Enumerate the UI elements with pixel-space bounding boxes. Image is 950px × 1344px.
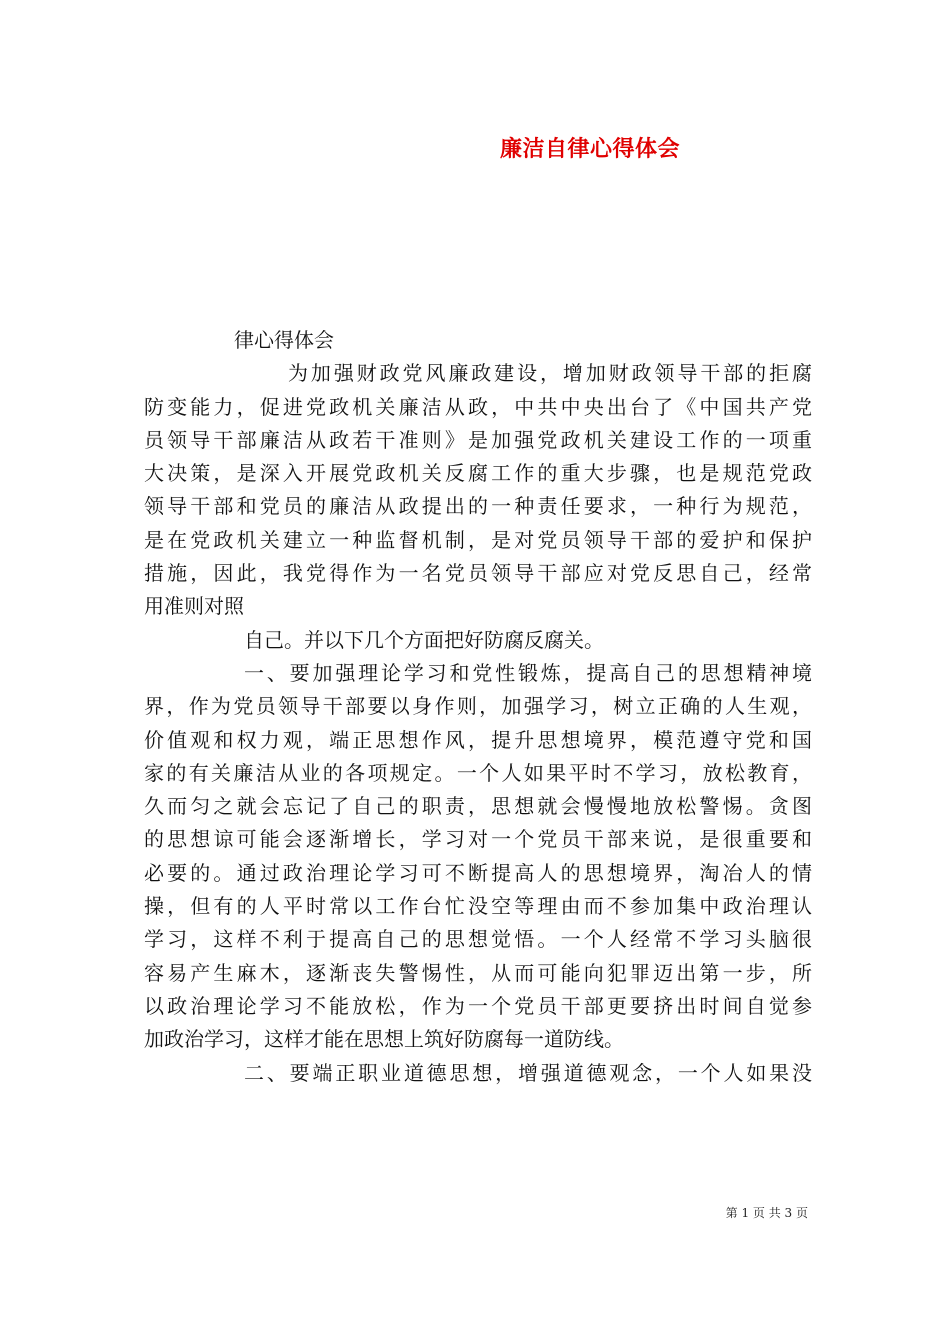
text-line: 律心得体会 (234, 328, 334, 352)
text-line: 大决策，是深入开展党政机关反腐工作的重大步骤，也是规范党政 (144, 461, 812, 486)
text-line: 自己。并以下几个方面把好防腐反腐关。 (244, 627, 604, 652)
text-line: 措施，因此，我党得作为一名党员领导干部应对党反思自己，经常 (144, 561, 812, 586)
text-line: 容易产生麻木，逐渐丧失警惕性，从而可能向犯罪迈出第一步，所 (144, 960, 812, 985)
text-line: 久而匀之就会忘记了自己的职责，思想就会慢慢地放松警惕。贪图 (144, 794, 812, 819)
text-line: 学习，这样不利于提高自己的思想觉悟。一个人经常不学习头脑很 (144, 927, 812, 952)
text-line: 价值观和权力观，端正思想作风，提升思想境界，模范遵守党和国 (144, 727, 812, 752)
text-line: 员领导干部廉洁从政若干准则》是加强党政机关建设工作的一项重 (144, 427, 812, 452)
document-body (144, 324, 812, 1090)
text-line: 用准则对照 (144, 594, 244, 619)
text-line: 是在党政机关建立一种监督机制，是对党员领导干部的爱护和保护 (144, 527, 812, 552)
text-line: 领导干部和党员的廉洁从政提出的一种责任要求，一种行为规范， (144, 494, 812, 519)
text-line: 的思想谅可能会逐渐增长，学习对一个党员干部来说，是很重要和 (144, 827, 812, 852)
text-line: 操，但有的人平时常以工作台忙没空等理由而不参加集中政治理认 (144, 894, 812, 919)
text-line: 为加强财政党风廉政建设，增加财政领导干部的拒腐 (288, 361, 812, 386)
text-line: 防变能力，促进党政机关廉洁从政，中共中央出台了《中国共产党 (144, 394, 812, 419)
text-line: 加政治学习，这样才能在思想上筑好防腐每一道防线。 (144, 1027, 624, 1052)
text-line: 界，作为党员领导干部要以身作则，加强学习，树立正确的人生观， (144, 694, 812, 719)
text-line: 必要的。通过政治理论学习可不断提高人的思想境界，淘冶人的情 (144, 860, 812, 885)
text-line: 二、要端正职业道德思想，增强道德观念，一个人如果没 (244, 1060, 812, 1085)
page-number: 第 1 页 共 3 页 (725, 1206, 808, 1220)
text-line: 家的有关廉洁从业的各项规定。一个人如果平时不学习，放松教育， (144, 760, 812, 785)
text-line: 一、要加强理论学习和党性锻炼，提高自己的思想精神境 (244, 660, 812, 685)
document-title: 廉洁自律心得体会 (499, 137, 680, 162)
text-line: 以政治理论学习不能放松，作为一个党员干部更要挤出时间自觉参 (144, 993, 812, 1018)
